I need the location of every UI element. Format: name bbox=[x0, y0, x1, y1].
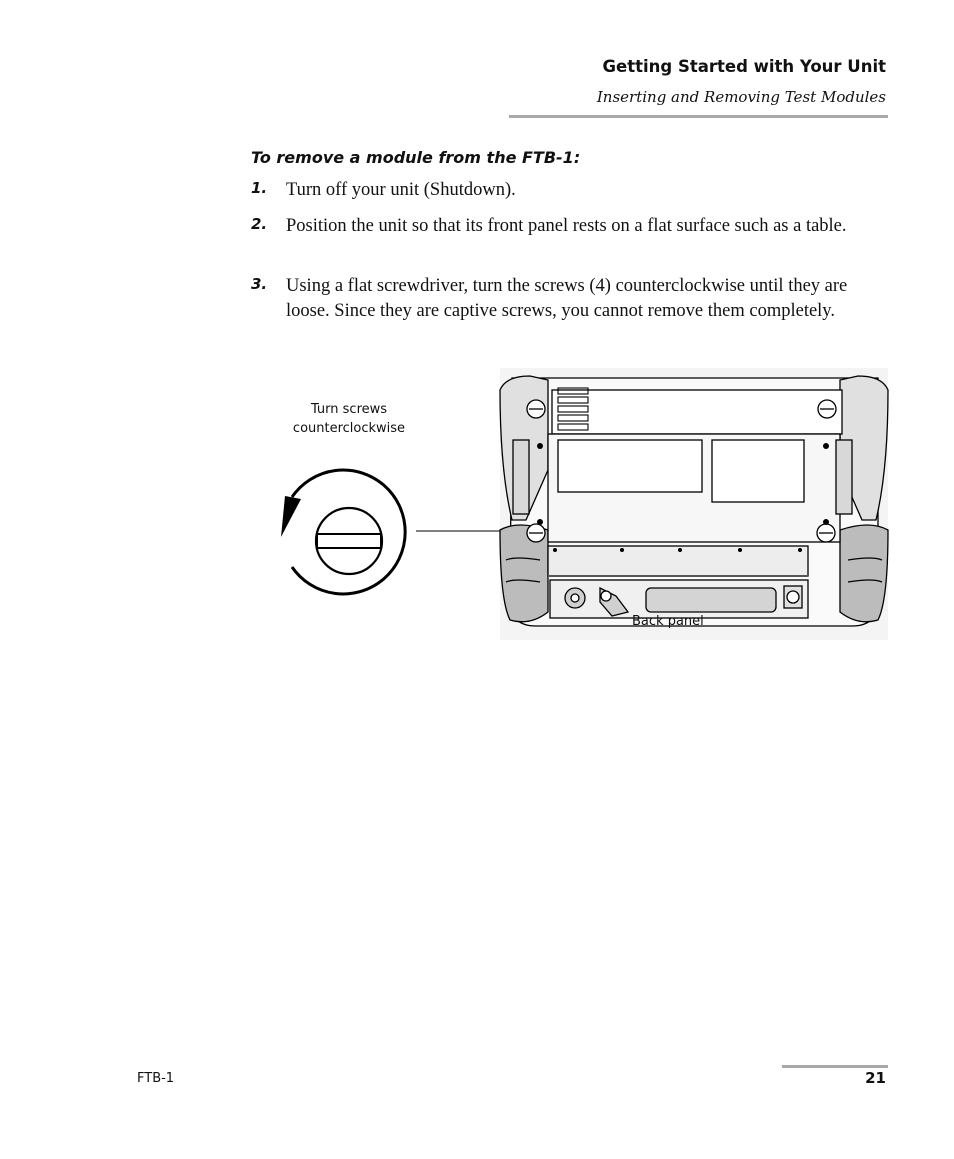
screw-bottom-left-icon bbox=[527, 524, 545, 542]
callout-label-line2: counterclockwise bbox=[292, 421, 406, 436]
step-number: 1. bbox=[251, 179, 268, 197]
procedure-title: To remove a module from the FTB-1: bbox=[251, 148, 581, 167]
step-number: 2. bbox=[251, 215, 268, 233]
screw-top-right-icon bbox=[818, 400, 836, 418]
step-text: Turn off your unit (Shutdown). bbox=[286, 180, 516, 200]
callout-label bbox=[268, 400, 430, 438]
screw-top-left-icon bbox=[527, 400, 545, 418]
page-number: 21 bbox=[865, 1069, 886, 1087]
footer-rule bbox=[782, 1065, 888, 1068]
step-number: 3. bbox=[251, 275, 268, 293]
callout-label-line1: Turn screws bbox=[310, 402, 388, 417]
screw-head-icon bbox=[316, 508, 382, 574]
back-panel-label: Back panel bbox=[632, 614, 704, 629]
step-text: Using a flat screwdriver, turn the screws (4) counterclockwise until they are loose. Since they are captive screws, you cannot remove them completely. bbox=[286, 276, 848, 321]
header-title: Getting Started with Your Unit bbox=[602, 57, 886, 76]
screw-bottom-right-icon bbox=[817, 524, 835, 542]
footer-product: FTB-1 bbox=[137, 1071, 175, 1086]
header-subtitle: Inserting and Removing Test Modules bbox=[596, 88, 886, 106]
arrow-head-icon bbox=[281, 496, 301, 537]
step-text: Position the unit so that its front panel rests on a flat surface such as a table. bbox=[286, 216, 847, 236]
